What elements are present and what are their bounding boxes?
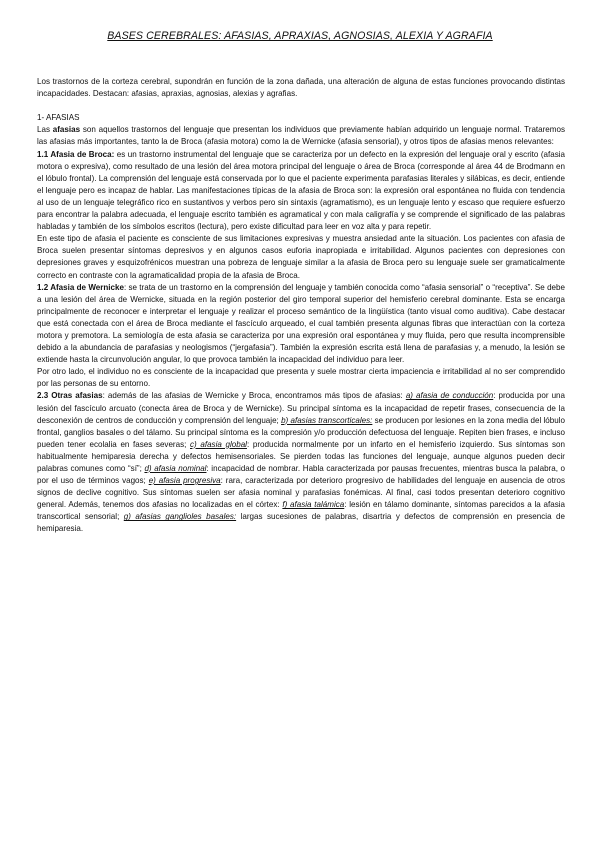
term-underlined: e) afasia progresiva bbox=[148, 476, 221, 486]
term-underlined: d) afasia nominal bbox=[144, 464, 207, 473]
intro-paragraph: Los trastornos de la corteza cerebral, supondrán en función de la zona dañada, una alteración de alguna de estas funciones provocando distintas incapacidades. Destacan: afasias, apraxias, agnosias, alexias y agrafias. bbox=[37, 77, 565, 99]
text-run: : se trata de un trastorno en la comprensión del lenguaje y también conocida como “afasia sensorial” o “receptiva”. Se debe a una lesión del área de Wernicke, situada en la región posterior del giro temporal superior del hemisferio cerebral dominante. Esta se encarga principalmente de reconocer e interpretar el lenguaje y realizar el proceso semántico de la lingüística (tanto visual como auditiva). Cabe destacar que está conectada con el área de Broca mediante el fascículo arqueado, el cual también presenta algunas fibras que interactúan con la corteza motora y premotora. La semiología de esta afasia se caracteriza por una expresión oral espontánea y muy fluida, pero que resulta incomprensible debido a la abundancia de parafasias y neologismos (“jergafasia”). También la expresión escrita está llena de parafasias y, a menudo, la lesión se extiende hasta la circunvolución angular, lo que provoca también la incapacidad del individuo para leer. bbox=[37, 282, 565, 365]
text-run: : producida por una lesión del fascículo arcuato (conecta área de Broca y de Wernicke). Su principal síntoma es la incapacidad de repetir frases, consecuencia de la desconexión de centros de conducción y comprensión del lenguaje; bbox=[37, 391, 565, 425]
text-run: se producen por lesiones en la zona media del lóbulo frontal, ganglios basales o del tálamo. Su principal síntoma es la compresión y/o producción defectuosa del lenguaje. Repiten bien frases, e incluso pueden tener ecolalia en fases severas; bbox=[37, 415, 565, 449]
text-run: son aquellos trastornos del lenguaje que presentan los individuos que previamente habían adquirido un lenguaje normal. Trataremos las afasias más importantes, tanto la de Broca (afasia motora) como la de Wernicke (afasia sensorial), y otros tipos de afasias menos relevantes: bbox=[37, 125, 565, 147]
text-run: : además de las afasias de Wernicke y Broca, encontramos más tipos de afasias: bbox=[102, 391, 406, 401]
wernicke-paragraph bbox=[37, 282, 565, 367]
document-body bbox=[37, 76, 565, 536]
bold-term: afasias bbox=[52, 125, 81, 135]
page-title: BASES CEREBRALES: AFASIAS, APRAXIAS, AGNOSIAS, ALEXIA Y AGRAFIA bbox=[107, 30, 493, 42]
subsection-label: 2.3 Otras afasias bbox=[37, 391, 103, 401]
subsection-label: 1.2 Afasia de Wernicke bbox=[37, 282, 124, 292]
text-run: : rara, caracterizada por deterioro progresivo de habilidades del lenguaje en ausencia de otros signos de declive cognitivo. Sus síntomas suelen ser afasia nominal y parafasias fonémicas. Al final, casi todos presentan deterioro cognitivo general. Además, tenemos dos afasias no localizadas en el córtex: bbox=[37, 476, 566, 510]
term-underlined: c) afasia global bbox=[190, 439, 247, 449]
text-run: : lesión en tálamo dominante, síntomas parecidos a la afasia transcortical sensorial; bbox=[37, 500, 565, 522]
section-heading: 1- AFASIAS bbox=[37, 113, 80, 123]
term-underlined: g) afasias ganglioles basales: bbox=[123, 512, 237, 522]
broca-paragraph-2: En este tipo de afasia el paciente es consciente de sus limitaciones expresivas y muestra ansiedad ante la situación. Los pacientes con afasia de Broca suelen presentar síntomas depresivos y en algunos casos euforia inapropiada e irritabilidad. Algunos pacientes con depresiones con depresiones graves y esquizofrénicos muestran una pobreza de lenguaje similar a la afasia de Broca pero su lenguaje suele ser gramaticalmente correcto en contraste con la agramaticalidad propia de la afasia de Broca. bbox=[37, 234, 565, 280]
wernicke-paragraph-2: Por otro lado, el individuo no es consciente de la incapacidad que presenta y suele mostrar cierta impaciencia e irritabilidad al no ser comprendido por las personas de su entorno. bbox=[37, 367, 565, 389]
otras-paragraph bbox=[37, 390, 565, 535]
text-run: Las bbox=[37, 125, 53, 135]
text-run: : incapacidad de nombrar. Habla caracterizada por pausas frecuentes, mientras busca la palabra, o por el uso de términos vagos; bbox=[37, 464, 566, 486]
text-run: largas sucesiones de palabras, disartria y defectos de comprensión en presencia de hemiparesia. bbox=[37, 512, 565, 534]
subsection-label: 1.1 Afasia de Broca: bbox=[37, 149, 115, 159]
afasias-definition bbox=[37, 124, 565, 148]
term-underlined: b) afasias transcorticales: bbox=[281, 415, 373, 425]
text-run: : producida normalmente por un infarto en el hemisferio izquierdo. Sus síntomas son habitualmente hemiparesia derecha y defectos hemisensoriales. Se pierden todas las funciones del lenguaje, aunque algunos pueden decir palabras comunes como “sí”; bbox=[37, 439, 565, 473]
broca-paragraph bbox=[37, 149, 565, 234]
spacer bbox=[37, 100, 565, 112]
term-underlined: a) afasia de conducción bbox=[405, 391, 494, 401]
text-run: es un trastorno instrumental del lenguaje que se caracteriza por un defecto en la expresión del lenguaje oral y escrito (afasia motora o expresiva), como resultado de una lesión del área motora principal del lenguaje o área de Broca (corresponde al área 44 de Brodmann en el lóbulo frontal). La comprensión del lenguaje está conservada por lo que el paciente experimenta parafasias literales y silábicas, es decir, entiende el lenguaje pero es incapaz de hablar. Las manifestaciones típicas de la afasia de Broca son: la expresión oral espontánea no fluida con tendencia al uso de un lenguaje telegráfico rico en sustantivos y verbos pero sin sintaxis (agramatismo), es un lenguaje lento y escaso que requiere esfuerzo para encontrar la palabra adecuada, el lenguaje escrito también es agramatical y con mala caligrafía y se comprende el significado de las palabras habladas y también de los símbolos escritos (lectura), pero existe dificultad para leer en voz alta y para repetir. bbox=[37, 149, 565, 232]
term-underlined: f) afasia talámica bbox=[282, 500, 345, 510]
